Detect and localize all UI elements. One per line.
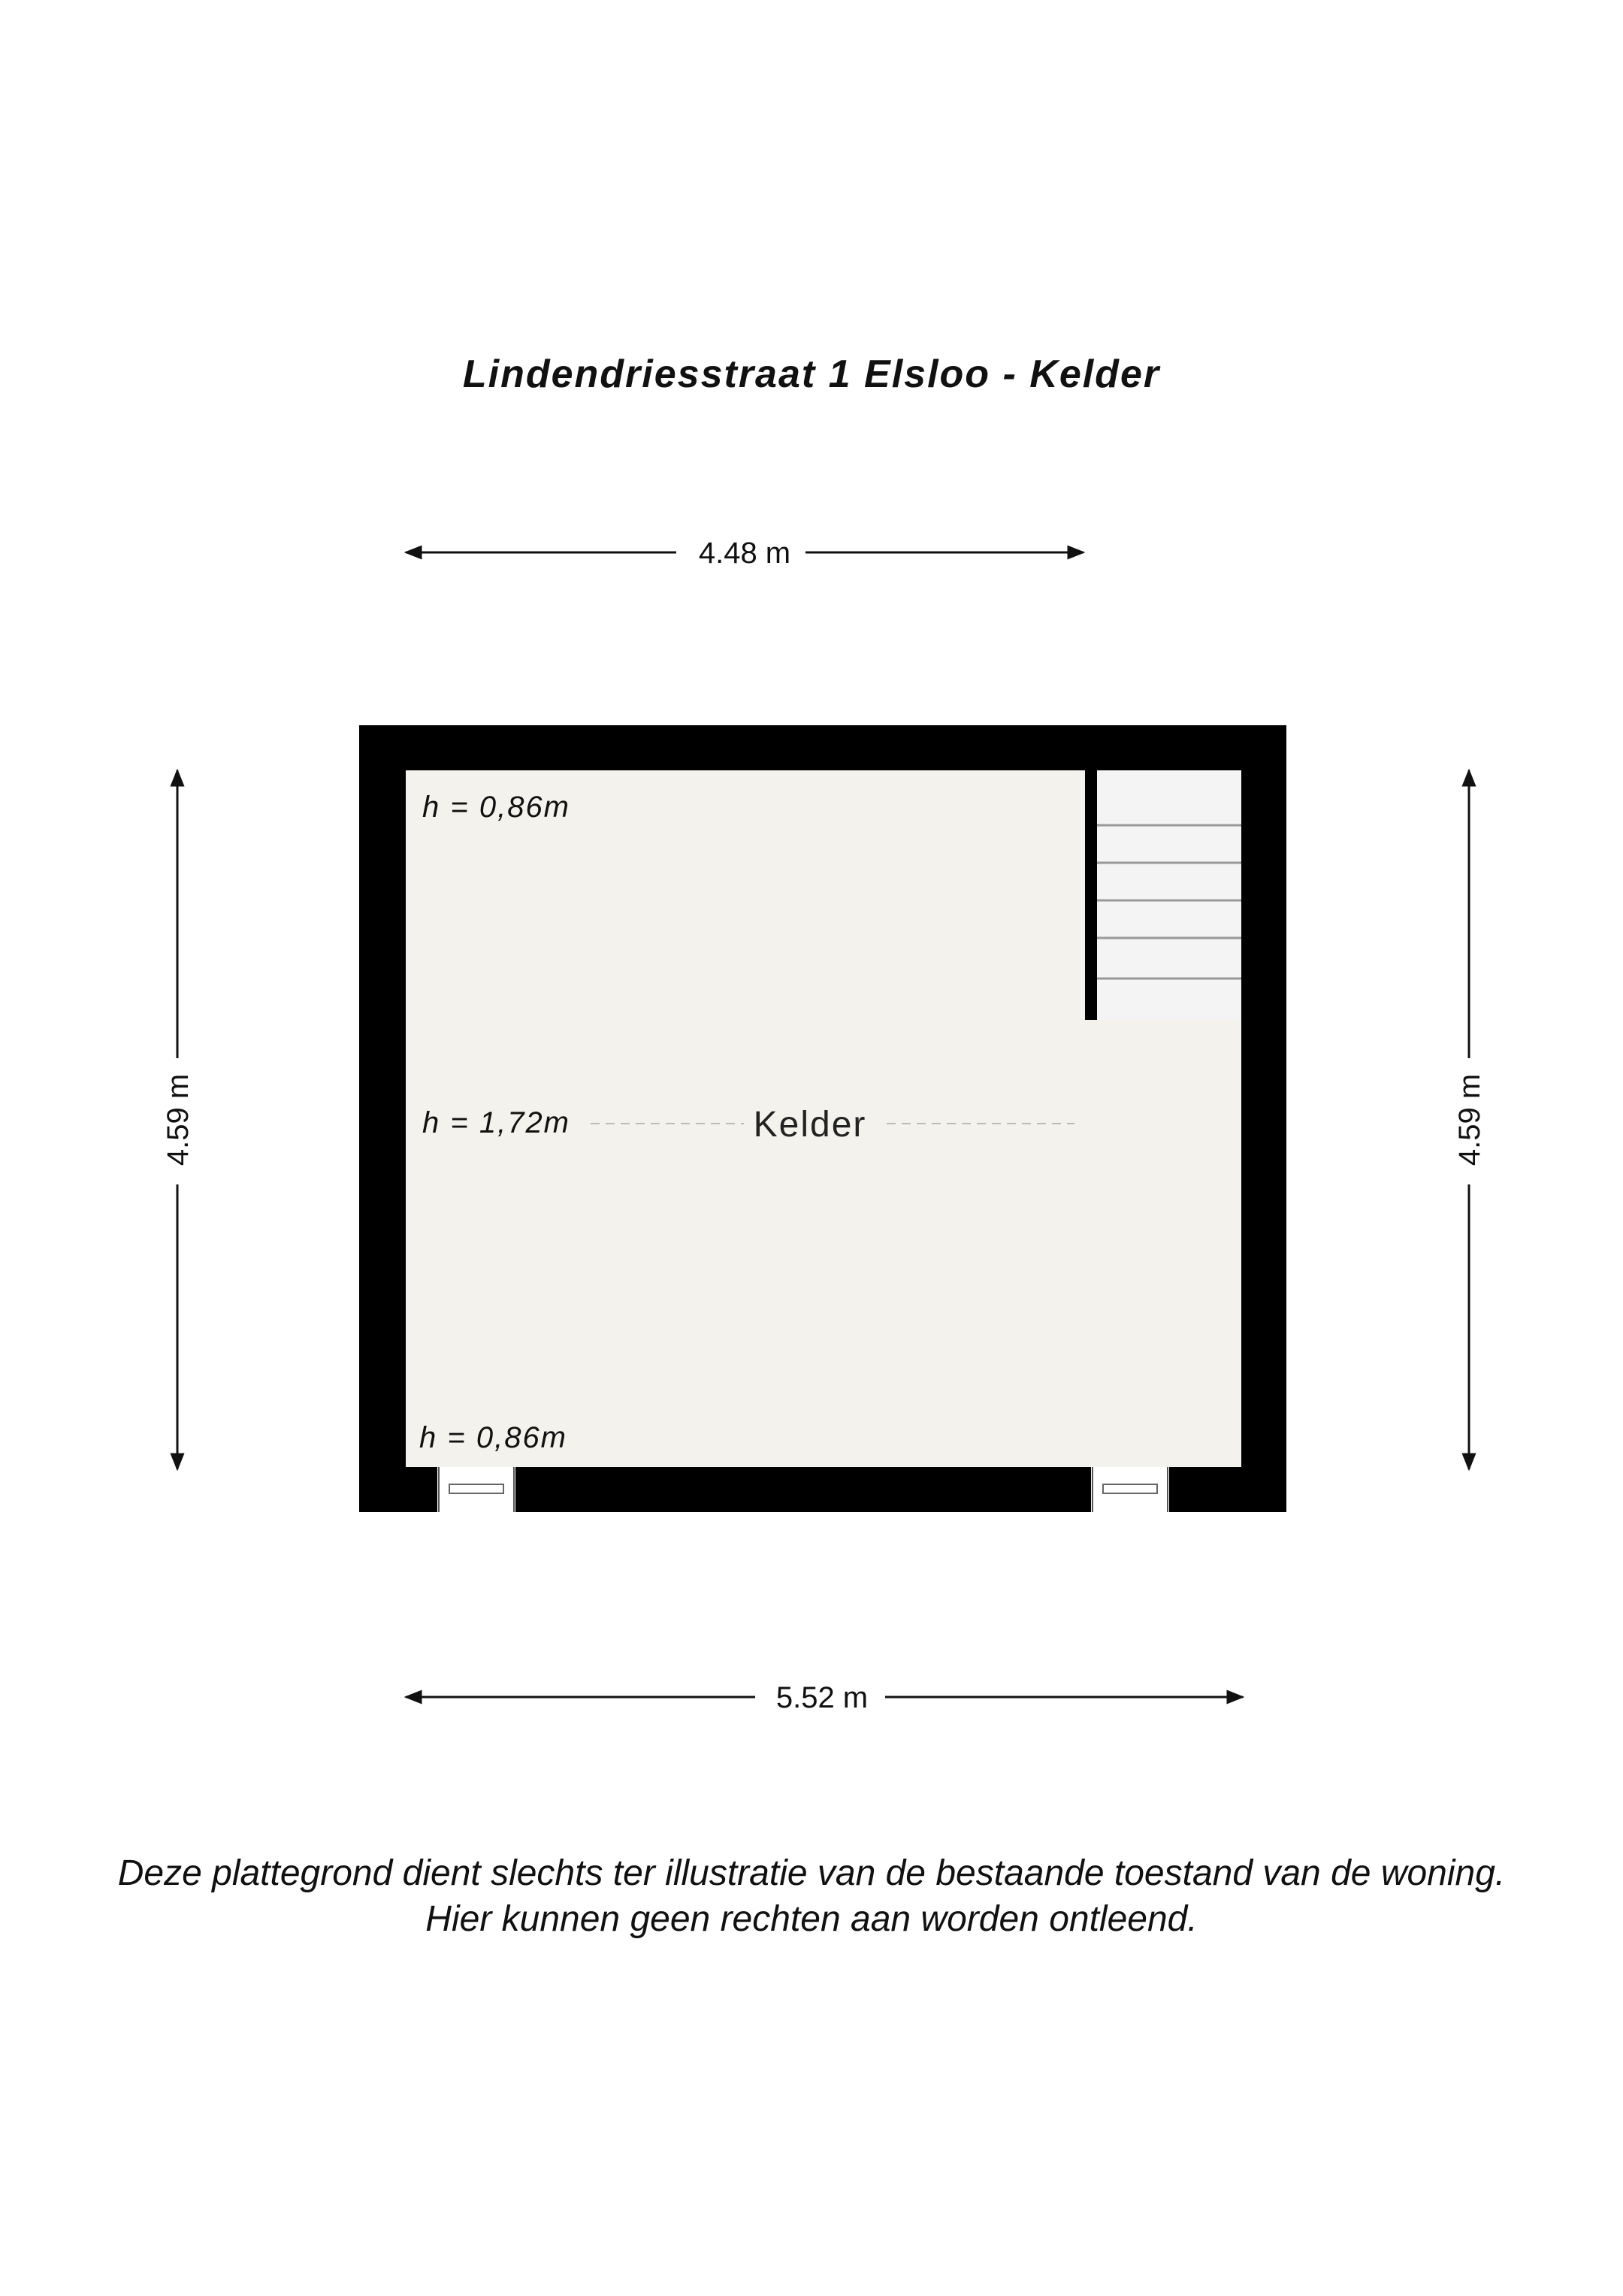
window-right [1091, 1467, 1169, 1512]
dimension-bottom [406, 1681, 1243, 1714]
dimension-top [406, 537, 1084, 570]
height-label-bottom: h = 0,86m [419, 1421, 568, 1454]
plan-title: Lindendriesstraat 1 Elsloo - Kelder [462, 352, 1161, 396]
staircase [1097, 770, 1241, 1020]
dimension-left-label: 4.59 m [162, 1073, 195, 1166]
height-label-top: h = 0,86m [422, 791, 571, 824]
dimension-right [1453, 770, 1486, 1469]
window-left [437, 1467, 515, 1512]
dimension-left [162, 770, 195, 1469]
stair-wall [1085, 770, 1097, 1020]
height-label-middle: h = 1,72m [422, 1106, 571, 1139]
dimension-bottom-label: 5.52 m [775, 1681, 869, 1714]
room-name: Kelder [753, 1105, 867, 1145]
disclaimer-line-2: Hier kunnen geen rechten aan worden ontleend. [425, 1899, 1198, 1939]
disclaimer-line-1: Deze plattegrond dient slechts ter illustratie van de bestaande toestand van de woning. [117, 1853, 1506, 1893]
dimension-right-label: 4.59 m [1453, 1073, 1486, 1166]
dimension-top-label: 4.48 m [698, 537, 791, 570]
